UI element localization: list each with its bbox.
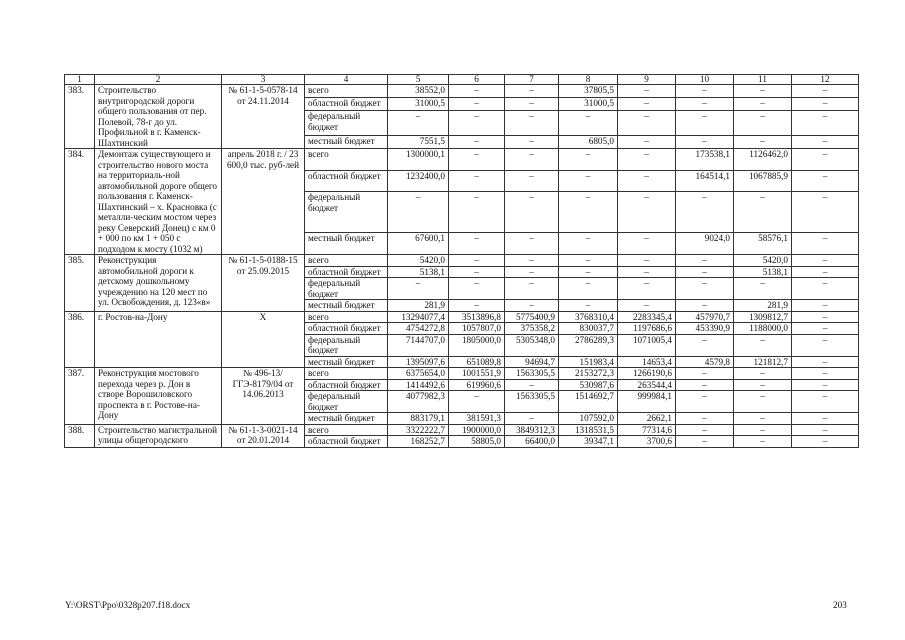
- value-cell: –: [449, 391, 505, 413]
- value-cell: 94694,7: [505, 356, 559, 368]
- value-cell: –: [449, 300, 505, 312]
- value-cell: –: [559, 255, 618, 267]
- value-cell: –: [505, 300, 559, 312]
- value-cell: –: [449, 266, 505, 278]
- value-cell: –: [792, 424, 859, 436]
- value-cell: 66400,0: [505, 436, 559, 448]
- value-cell: –: [734, 368, 792, 380]
- value-cell: 5138,1: [388, 266, 449, 278]
- value-cell: –: [618, 85, 676, 98]
- document-ref: апрель 2018 г. / 23 600,0 тыс. руб-лей: [222, 149, 305, 255]
- header-cell: 5: [388, 75, 449, 85]
- funding-source: федеральный бюджет: [305, 192, 388, 233]
- funding-source: местный бюджет: [305, 233, 388, 255]
- value-cell: 999984,1: [618, 391, 676, 413]
- value-cell: 31000,5: [388, 98, 449, 111]
- funding-source: областной бюджет: [305, 379, 388, 391]
- value-cell: 5138,1: [734, 266, 792, 278]
- funding-source: областной бюджет: [305, 323, 388, 335]
- header-cell: 6: [449, 75, 505, 85]
- value-cell: 2153272,3: [559, 368, 618, 380]
- value-cell: 530987,6: [559, 379, 618, 391]
- value-cell: 77314,6: [618, 424, 676, 436]
- funding-source: всего: [305, 424, 388, 436]
- value-cell: –: [505, 149, 559, 171]
- value-cell: 1232400,0: [388, 170, 449, 192]
- value-cell: 1188000,0: [734, 323, 792, 335]
- funding-source: федеральный бюджет: [305, 111, 388, 136]
- value-cell: 2786289,3: [559, 334, 618, 356]
- funding-source: всего: [305, 311, 388, 323]
- value-cell: –: [792, 278, 859, 300]
- value-cell: 4579,8: [676, 356, 734, 368]
- value-cell: –: [734, 379, 792, 391]
- value-cell: 1395097,6: [388, 356, 449, 368]
- value-cell: –: [559, 300, 618, 312]
- value-cell: 1414492,6: [388, 379, 449, 391]
- value-cell: –: [676, 255, 734, 267]
- value-cell: –: [559, 170, 618, 192]
- value-cell: 619960,6: [449, 379, 505, 391]
- header-cell: 7: [505, 75, 559, 85]
- value-cell: –: [792, 135, 859, 148]
- value-cell: –: [505, 266, 559, 278]
- value-cell: 381591,3: [449, 413, 505, 425]
- funding-source: областной бюджет: [305, 170, 388, 192]
- value-cell: –: [505, 135, 559, 148]
- value-cell: –: [792, 368, 859, 380]
- value-cell: –: [734, 334, 792, 356]
- value-cell: –: [618, 111, 676, 136]
- value-cell: –: [449, 149, 505, 171]
- value-cell: 1300000,1: [388, 149, 449, 171]
- value-cell: 1900000,0: [449, 424, 505, 436]
- value-cell: 651089,8: [449, 356, 505, 368]
- value-cell: 883179,1: [388, 413, 449, 425]
- value-cell: –: [618, 170, 676, 192]
- value-cell: –: [505, 98, 559, 111]
- row-number: 383.: [65, 85, 95, 149]
- value-cell: 263544,4: [618, 379, 676, 391]
- value-cell: –: [676, 98, 734, 111]
- value-cell: 1309812,7: [734, 311, 792, 323]
- value-cell: 58576,1: [734, 233, 792, 255]
- header-cell: 1: [65, 75, 95, 85]
- funding-source: областной бюджет: [305, 98, 388, 111]
- value-cell: –: [505, 85, 559, 98]
- funding-source: местный бюджет: [305, 135, 388, 148]
- value-cell: –: [676, 334, 734, 356]
- value-cell: 1563305,5: [505, 368, 559, 380]
- value-cell: 1514692,7: [559, 391, 618, 413]
- value-cell: –: [505, 170, 559, 192]
- table-row: [65, 149, 859, 171]
- budget-table: [64, 74, 859, 448]
- value-cell: –: [618, 266, 676, 278]
- value-cell: –: [792, 379, 859, 391]
- value-cell: –: [505, 111, 559, 136]
- value-cell: 5775400,9: [505, 311, 559, 323]
- header-row: [65, 75, 859, 85]
- value-cell: 121812,7: [734, 356, 792, 368]
- value-cell: 1071005,4: [618, 334, 676, 356]
- value-cell: –: [618, 255, 676, 267]
- value-cell: –: [559, 233, 618, 255]
- value-cell: 107592,0: [559, 413, 618, 425]
- value-cell: 13294077,4: [388, 311, 449, 323]
- value-cell: 6375654,0: [388, 368, 449, 380]
- value-cell: –: [734, 391, 792, 413]
- header-cell: 10: [676, 75, 734, 85]
- value-cell: –: [449, 85, 505, 98]
- value-cell: –: [676, 278, 734, 300]
- value-cell: –: [618, 149, 676, 171]
- value-cell: 39347,1: [559, 436, 618, 448]
- value-cell: 3513896,8: [449, 311, 505, 323]
- value-cell: 5420,0: [734, 255, 792, 267]
- value-cell: –: [734, 98, 792, 111]
- value-cell: 31000,5: [559, 98, 618, 111]
- funding-source: федеральный бюджет: [305, 334, 388, 356]
- value-cell: 7551,5: [388, 135, 449, 148]
- value-cell: –: [676, 266, 734, 278]
- value-cell: –: [618, 300, 676, 312]
- value-cell: –: [676, 300, 734, 312]
- document-ref: № 61-1-5-0188-15 от 25.09.2015: [222, 255, 305, 312]
- value-cell: 3700,6: [618, 436, 676, 448]
- value-cell: –: [618, 192, 676, 233]
- value-cell: –: [792, 111, 859, 136]
- value-cell: –: [792, 391, 859, 413]
- value-cell: 58805,0: [449, 436, 505, 448]
- value-cell: 7144707,0: [388, 334, 449, 356]
- table-row: [65, 368, 859, 380]
- funding-source: областной бюджет: [305, 436, 388, 448]
- funding-source: всего: [305, 255, 388, 267]
- funding-source: федеральный бюджет: [305, 278, 388, 300]
- value-cell: 281,9: [388, 300, 449, 312]
- value-cell: –: [734, 278, 792, 300]
- page-number: 203: [833, 600, 847, 610]
- object-title: г. Ростов-на-Дону: [95, 311, 222, 368]
- value-cell: 1805000,0: [449, 334, 505, 356]
- document-ref: № 61-1-3-0021-14 от 20.01.2014: [222, 424, 305, 447]
- value-cell: –: [734, 192, 792, 233]
- value-cell: –: [676, 192, 734, 233]
- value-cell: –: [388, 278, 449, 300]
- value-cell: –: [792, 436, 859, 448]
- value-cell: 37805,5: [559, 85, 618, 98]
- value-cell: –: [792, 413, 859, 425]
- value-cell: 9024,0: [676, 233, 734, 255]
- value-cell: –: [792, 266, 859, 278]
- value-cell: 38552,0: [388, 85, 449, 98]
- value-cell: 5420,0: [388, 255, 449, 267]
- value-cell: –: [618, 233, 676, 255]
- value-cell: –: [792, 323, 859, 335]
- value-cell: –: [505, 255, 559, 267]
- funding-source: всего: [305, 368, 388, 380]
- value-cell: –: [388, 192, 449, 233]
- value-cell: –: [559, 111, 618, 136]
- value-cell: –: [734, 111, 792, 136]
- value-cell: –: [618, 135, 676, 148]
- value-cell: 164514,1: [676, 170, 734, 192]
- header-cell: 8: [559, 75, 618, 85]
- header-cell: 4: [305, 75, 388, 85]
- funding-source: местный бюджет: [305, 413, 388, 425]
- value-cell: –: [449, 233, 505, 255]
- value-cell: –: [792, 233, 859, 255]
- object-title: Демонтаж существующего и строительство нового моста на территориаль-ной автомобильной дороге общего пользования г. Каменск-Шахтинский – х. Красновка (с металли-ческим мостом через реку Северский Донец) с км 0 + 000 по км 1 + 050 с подходом к мосту (1032 м): [95, 149, 222, 255]
- value-cell: 830037,7: [559, 323, 618, 335]
- value-cell: 457970,7: [676, 311, 734, 323]
- value-cell: –: [792, 192, 859, 233]
- value-cell: 1001551,9: [449, 368, 505, 380]
- value-cell: 67600,1: [388, 233, 449, 255]
- value-cell: –: [734, 436, 792, 448]
- header-cell: 3: [222, 75, 305, 85]
- table-row: [65, 255, 859, 267]
- value-cell: –: [505, 379, 559, 391]
- value-cell: –: [559, 149, 618, 171]
- value-cell: –: [449, 255, 505, 267]
- object-title: Реконструкция автомобильной дороги к детскому дошкольному учреждению на 120 мест по ул. Освобождения, д. 123«в»: [95, 255, 222, 312]
- value-cell: 1318531,5: [559, 424, 618, 436]
- value-cell: –: [388, 111, 449, 136]
- value-cell: –: [618, 278, 676, 300]
- object-title: Строительство магистральной улицы общегородского: [95, 424, 222, 447]
- table-row: [65, 85, 859, 98]
- header-cell: 2: [95, 75, 222, 85]
- value-cell: –: [734, 135, 792, 148]
- value-cell: 151983,4: [559, 356, 618, 368]
- table-row: [65, 311, 859, 323]
- value-cell: –: [505, 413, 559, 425]
- value-cell: –: [676, 368, 734, 380]
- value-cell: 1126462,0: [734, 149, 792, 171]
- funding-source: всего: [305, 149, 388, 171]
- value-cell: –: [792, 149, 859, 171]
- value-cell: –: [734, 85, 792, 98]
- row-number: 388.: [65, 424, 95, 447]
- value-cell: 1266190,6: [618, 368, 676, 380]
- header-cell: 11: [734, 75, 792, 85]
- header-cell: 12: [792, 75, 859, 85]
- object-title: Строительство внутригородской дороги общего пользования от пер. Полевой, 78-г до ул. Профильной в г. Каменск-Шахтинский: [95, 85, 222, 149]
- value-cell: 168252,7: [388, 436, 449, 448]
- value-cell: –: [676, 135, 734, 148]
- value-cell: –: [792, 356, 859, 368]
- value-cell: –: [792, 170, 859, 192]
- footer-file-path: Y:\ORST\Ppo\0328p207.f18.docx: [65, 600, 191, 610]
- document-ref: № 61-1-5-0578-14 от 24.11.2014: [222, 85, 305, 149]
- row-number: 384.: [65, 149, 95, 255]
- table-row: [65, 424, 859, 436]
- value-cell: 3849312,3: [505, 424, 559, 436]
- value-cell: 281,9: [734, 300, 792, 312]
- value-cell: –: [792, 85, 859, 98]
- value-cell: 14653,4: [618, 356, 676, 368]
- document-ref: № 496-13/ ГГЭ-8179/04 от 14.06.2013: [222, 368, 305, 425]
- value-cell: –: [449, 98, 505, 111]
- value-cell: 2283345,4: [618, 311, 676, 323]
- value-cell: –: [792, 98, 859, 111]
- value-cell: –: [676, 111, 734, 136]
- funding-source: местный бюджет: [305, 356, 388, 368]
- value-cell: –: [792, 334, 859, 356]
- value-cell: –: [618, 98, 676, 111]
- funding-source: местный бюджет: [305, 300, 388, 312]
- value-cell: –: [449, 170, 505, 192]
- value-cell: –: [734, 424, 792, 436]
- funding-source: областной бюджет: [305, 266, 388, 278]
- value-cell: –: [505, 278, 559, 300]
- value-cell: –: [792, 311, 859, 323]
- row-number: 385.: [65, 255, 95, 312]
- row-number: 387.: [65, 368, 95, 425]
- value-cell: 3322222,7: [388, 424, 449, 436]
- value-cell: 4077982,3: [388, 391, 449, 413]
- value-cell: –: [505, 233, 559, 255]
- value-cell: –: [559, 266, 618, 278]
- value-cell: –: [734, 413, 792, 425]
- document-ref: Х: [222, 311, 305, 368]
- value-cell: 375358,2: [505, 323, 559, 335]
- value-cell: –: [676, 391, 734, 413]
- funding-source: всего: [305, 85, 388, 98]
- value-cell: –: [676, 379, 734, 391]
- value-cell: –: [792, 255, 859, 267]
- value-cell: –: [676, 436, 734, 448]
- value-cell: 4754272,8: [388, 323, 449, 335]
- header-cell: 9: [618, 75, 676, 85]
- value-cell: –: [449, 192, 505, 233]
- value-cell: 3768310,4: [559, 311, 618, 323]
- value-cell: 173538,1: [676, 149, 734, 171]
- object-title: Реконструкция мостового перехода через р. Дон в створе Ворошиловского проспекта в г. Ростове-на-Дону: [95, 368, 222, 425]
- value-cell: 6805,0: [559, 135, 618, 148]
- table-body: [65, 75, 859, 448]
- value-cell: 5305348,0: [505, 334, 559, 356]
- value-cell: –: [676, 413, 734, 425]
- value-cell: 2662,1: [618, 413, 676, 425]
- value-cell: –: [449, 135, 505, 148]
- value-cell: –: [559, 192, 618, 233]
- value-cell: –: [676, 424, 734, 436]
- value-cell: –: [559, 278, 618, 300]
- value-cell: –: [449, 278, 505, 300]
- row-number: 386.: [65, 311, 95, 368]
- value-cell: –: [449, 111, 505, 136]
- value-cell: –: [676, 85, 734, 98]
- value-cell: 1197686,6: [618, 323, 676, 335]
- value-cell: 453390,9: [676, 323, 734, 335]
- value-cell: 1057807,0: [449, 323, 505, 335]
- value-cell: 1067885,9: [734, 170, 792, 192]
- funding-source: федеральный бюджет: [305, 391, 388, 413]
- value-cell: –: [505, 192, 559, 233]
- value-cell: 1563305,5: [505, 391, 559, 413]
- value-cell: –: [792, 300, 859, 312]
